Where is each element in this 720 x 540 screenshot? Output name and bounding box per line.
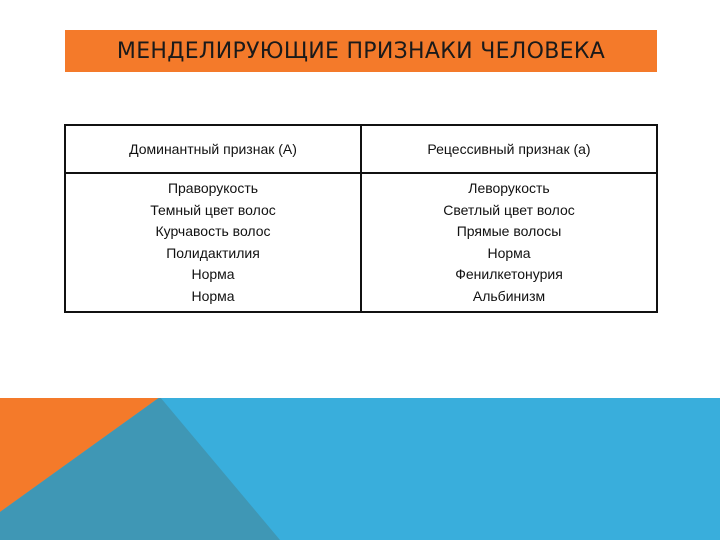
recessive-header: Рецессивный признак (а) — [361, 125, 657, 173]
title-bar — [65, 30, 657, 72]
white-strip — [0, 395, 720, 398]
recessive-trait: Альбинизм — [472, 287, 546, 304]
traits-table — [64, 124, 658, 313]
dominant-trait: Праворукость — [167, 180, 259, 196]
table-header-row — [65, 125, 657, 173]
dominant-trait: Курчавость волос — [155, 223, 271, 239]
dominant-trait: Норма — [191, 266, 235, 282]
dominant-header: Доминантный признак (А) — [65, 125, 361, 173]
table-row — [65, 173, 657, 312]
recessive-trait: Норма — [487, 244, 531, 261]
dominant-trait: Темный цвет волос — [150, 201, 276, 218]
recessive-trait: Леворукость — [468, 180, 550, 196]
recessive-trait: Прямые волосы — [456, 223, 562, 239]
dominant-trait: Полидактилия — [166, 244, 260, 261]
recessive-trait: Фенилкетонурия — [455, 266, 563, 282]
dominant-trait: Норма — [191, 287, 235, 304]
recessive-traits-cell — [361, 173, 657, 312]
slide-title: МЕНДЕЛИРУЮЩИЕ ПРИЗНАКИ ЧЕЛОВЕКА — [116, 38, 606, 64]
recessive-trait: Светлый цвет волос — [443, 201, 575, 218]
dominant-traits-cell — [65, 173, 361, 312]
